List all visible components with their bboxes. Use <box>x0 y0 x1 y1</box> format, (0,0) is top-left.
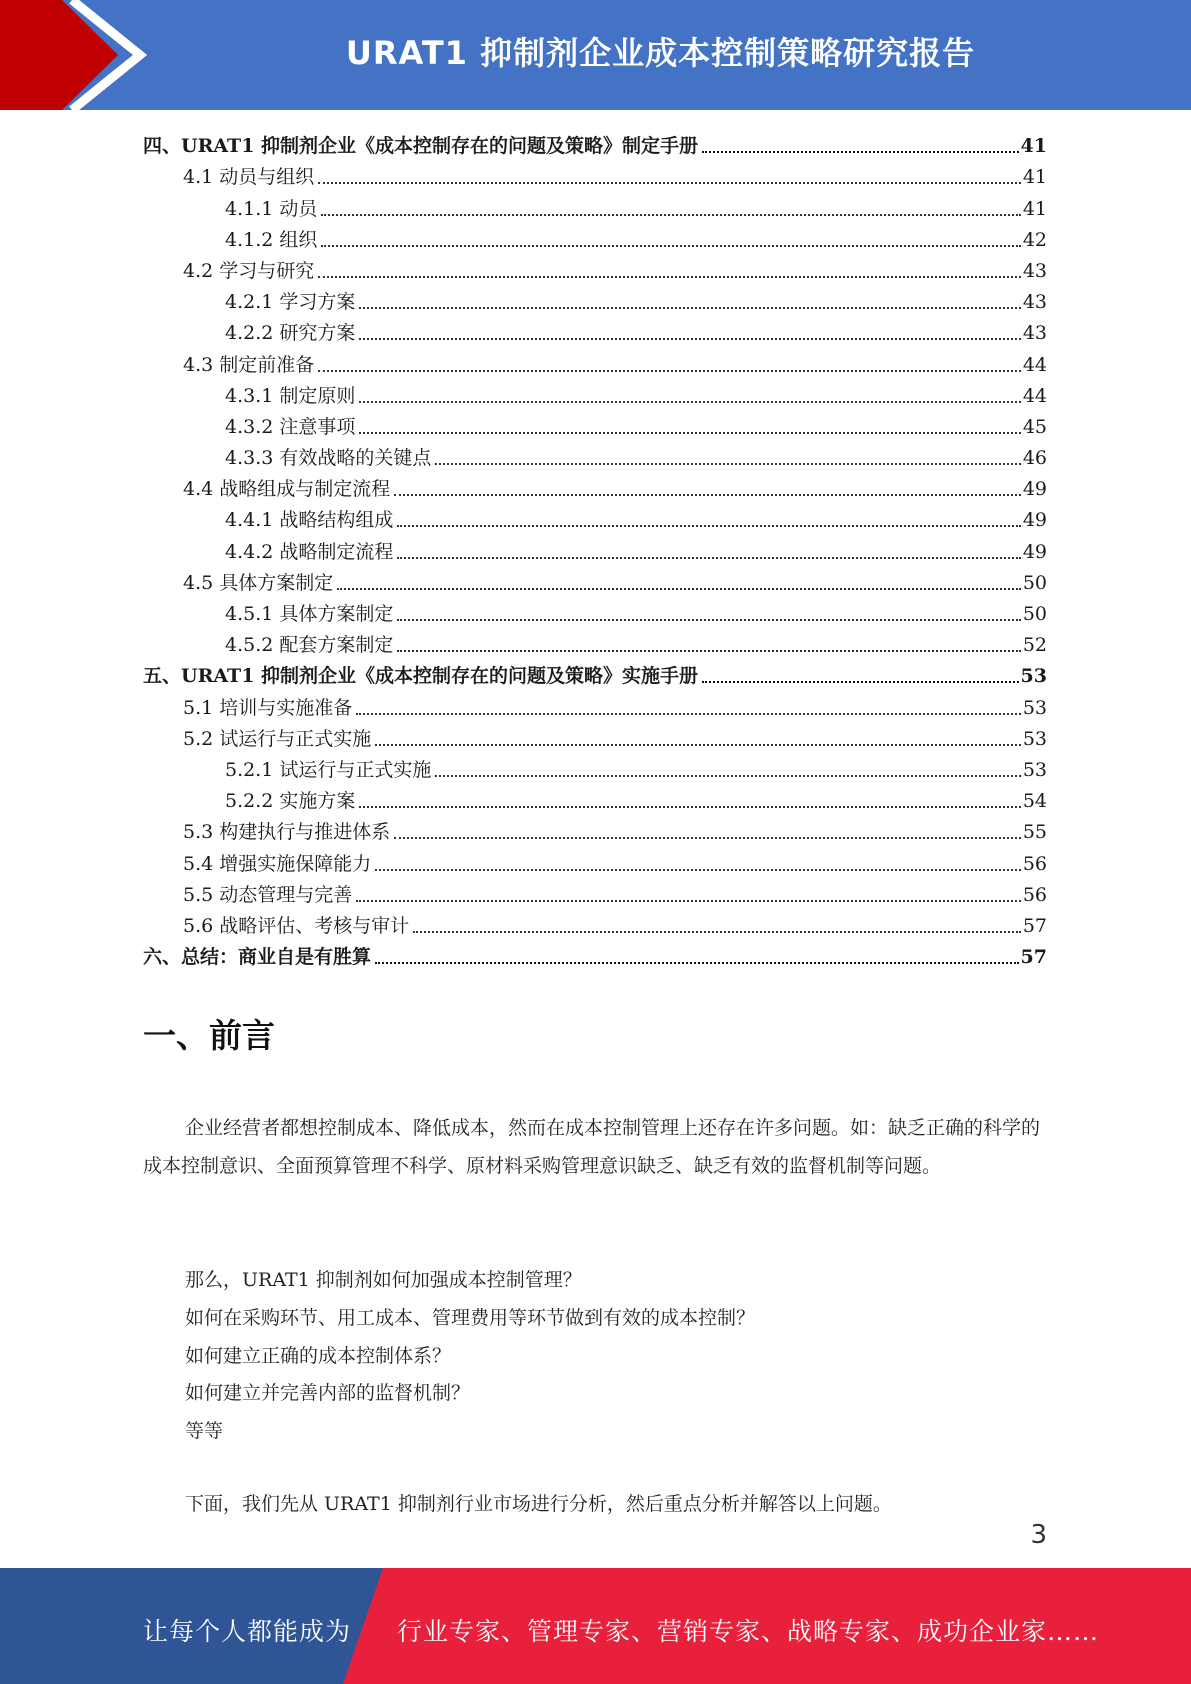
toc-leader-dots <box>435 774 1020 777</box>
toc-entry-label: 5.2.1 试运行与正式实施 <box>225 758 432 781</box>
toc-entry-page: 44 <box>1022 353 1047 376</box>
toc-entry-page: 50 <box>1022 571 1047 594</box>
intro-paragraph: 企业经营者都想控制成本、降低成本，然而在成本控制管理上还存在许多问题。如：缺乏正确的科学的成本控制意识、全面预算管理不科学、原材料采购管理意识缺乏、缺乏有效的监督机制等问题。 <box>143 1117 1041 1177</box>
toc-entry[interactable] <box>143 439 1047 470</box>
toc-leader-dots <box>318 181 1021 184</box>
toc-entry-page: 53 <box>1022 727 1047 750</box>
toc-leader-dots <box>394 493 1021 496</box>
toc-leader-dots <box>375 868 1021 871</box>
toc-entry-label: 四、URAT1 抑制剂企业《成本控制存在的问题及策略》制定手册 <box>143 135 699 158</box>
toc-entry-page: 53 <box>1020 665 1047 688</box>
toc-entry-page: 41 <box>1022 197 1047 220</box>
toc-leader-dots <box>702 150 1019 153</box>
toc-entry-page: 44 <box>1022 384 1047 407</box>
toc-leader-dots <box>337 587 1021 590</box>
footer-slogan-right: 行业专家、管理专家、营销专家、战略专家、成功企业家…… <box>397 1617 1100 1646</box>
toc-entry[interactable] <box>143 844 1047 875</box>
toc-entry-label: 4.1.2 组织 <box>225 228 318 251</box>
toc-entry[interactable] <box>143 283 1047 314</box>
toc-entry[interactable] <box>143 408 1047 439</box>
toc-entry[interactable] <box>143 626 1047 657</box>
toc-entry-label: 5.3 构建执行与推进体系 <box>183 821 391 844</box>
page-header <box>0 0 1191 110</box>
toc-leader-dots <box>359 805 1020 808</box>
toc-entry-label: 5.2.2 实施方案 <box>225 790 356 813</box>
toc-leader-dots <box>318 369 1021 372</box>
toc-entry-label: 4.4.1 战略结构组成 <box>225 509 394 532</box>
toc-entry-label: 4.2.2 研究方案 <box>225 322 356 345</box>
closing-paragraph: 下面，我们先从 URAT1 抑制剂行业市场进行分析，然后重点分析并解答以上问题。 <box>185 1493 892 1515</box>
toc-leader-dots <box>356 899 1021 902</box>
toc-entry-page: 50 <box>1022 603 1047 625</box>
toc-entry-page: 46 <box>1022 447 1047 470</box>
toc-leader-dots <box>397 556 1020 559</box>
toc-leader-dots <box>359 431 1020 434</box>
toc-leader-dots <box>375 743 1021 746</box>
toc-entry[interactable] <box>143 876 1047 907</box>
toc-entry-page: 57 <box>1020 946 1047 969</box>
report-title: URAT1 抑制剂企业成本控制策略研究报告 <box>345 34 976 72</box>
question-item: 那么，URAT1 抑制剂如何加强成本控制管理？ <box>185 1269 582 1291</box>
toc-leader-dots <box>318 275 1021 278</box>
toc-entry-page: 49 <box>1022 509 1047 532</box>
toc-entry-label: 4.3 制定前准备 <box>183 353 315 376</box>
toc-entry-label: 4.2.1 学习方案 <box>225 291 356 314</box>
toc-leader-dots <box>321 244 1020 247</box>
toc-leader-dots <box>702 680 1019 683</box>
toc-leader-dots <box>394 836 1021 839</box>
toc-leader-dots <box>375 961 1019 964</box>
toc-leader-dots <box>359 306 1020 309</box>
toc-entry[interactable] <box>143 751 1047 782</box>
toc-entry[interactable] <box>143 782 1047 813</box>
toc-entry-page: 41 <box>1022 166 1047 189</box>
toc-leader-dots <box>397 618 1020 621</box>
page-number: 3 <box>1030 1520 1047 1550</box>
toc-entry-page: 57 <box>1022 914 1047 937</box>
toc-entry-label: 六、总结：商业自是有胜算 <box>143 946 372 969</box>
toc-entry-page: 53 <box>1022 696 1047 719</box>
toc-entry-label: 5.1 培训与实施准备 <box>183 696 353 719</box>
toc-entry-label: 5.6 战略评估、考核与审计 <box>183 914 410 937</box>
table-of-contents <box>143 127 1047 969</box>
toc-entry[interactable] <box>143 470 1047 501</box>
toc-entry-page: 45 <box>1022 415 1047 438</box>
toc-entry[interactable] <box>143 252 1047 283</box>
toc-entry-label: 5.5 动态管理与完善 <box>183 883 353 906</box>
toc-entry[interactable] <box>143 907 1047 938</box>
toc-entry[interactable] <box>143 127 1047 158</box>
toc-entry-page: 53 <box>1022 758 1047 781</box>
toc-entry-page: 55 <box>1022 821 1047 844</box>
toc-entry-page: 43 <box>1022 322 1047 345</box>
toc-entry[interactable] <box>143 221 1047 252</box>
toc-entry-label: 4.4 战略组成与制定流程 <box>183 478 391 501</box>
toc-entry-label: 5.2 试运行与正式实施 <box>183 727 372 750</box>
toc-leader-dots <box>397 649 1020 652</box>
toc-entry-label: 4.5.1 具体方案制定 <box>225 603 394 625</box>
toc-entry-page: 43 <box>1022 259 1047 282</box>
toc-entry-label: 4.5 具体方案制定 <box>183 571 334 594</box>
toc-entry[interactable] <box>143 688 1047 719</box>
toc-entry-page: 52 <box>1022 634 1047 657</box>
toc-entry[interactable] <box>143 501 1047 532</box>
toc-entry-label: 4.1.1 动员 <box>225 197 318 220</box>
footer-slogan-left: 让每个人都能成为 <box>143 1617 352 1646</box>
toc-entry-page: 49 <box>1022 478 1047 501</box>
toc-entry-page: 56 <box>1022 883 1047 906</box>
toc-entry[interactable] <box>143 938 1047 969</box>
question-item: 等等 <box>185 1420 224 1443</box>
toc-entry-label: 4.2 学习与研究 <box>183 259 315 282</box>
toc-entry-label: 4.3.3 有效战略的关键点 <box>225 447 432 470</box>
toc-entry[interactable] <box>143 813 1047 844</box>
toc-entry[interactable] <box>143 158 1047 189</box>
toc-entry[interactable] <box>143 564 1047 595</box>
toc-entry[interactable] <box>143 595 1047 626</box>
toc-entry-page: 42 <box>1022 228 1047 251</box>
toc-entry-label: 五、URAT1 抑制剂企业《成本控制存在的问题及策略》实施手册 <box>143 665 699 688</box>
toc-leader-dots <box>321 213 1020 216</box>
section-heading: 一、前言 <box>143 1016 275 1055</box>
toc-leader-dots <box>359 400 1020 403</box>
toc-entry[interactable] <box>143 720 1047 751</box>
toc-entry[interactable] <box>143 189 1047 220</box>
toc-entry-label: 4.5.2 配套方案制定 <box>225 634 394 657</box>
toc-entry[interactable] <box>143 345 1047 376</box>
question-item: 如何在采购环节、用工成本、管理费用等环节做到有效的成本控制？ <box>185 1306 756 1329</box>
toc-leader-dots <box>359 337 1020 340</box>
toc-entry[interactable] <box>143 377 1047 408</box>
toc-entry-page: 54 <box>1022 790 1047 813</box>
toc-entry-page: 49 <box>1022 540 1047 563</box>
toc-entry-label: 4.4.2 战略制定流程 <box>225 540 394 563</box>
toc-entry-label: 4.3.1 制定原则 <box>225 384 356 407</box>
toc-entry-label: 5.4 增强实施保障能力 <box>183 852 372 875</box>
toc-entry-page: 56 <box>1022 852 1047 875</box>
toc-entry-label: 4.1 动员与组织 <box>183 166 315 189</box>
toc-leader-dots <box>435 462 1020 465</box>
question-item: 如何建立正确的成本控制体系？ <box>185 1344 452 1367</box>
toc-entry[interactable] <box>143 657 1047 688</box>
toc-entry-label: 4.3.2 注意事项 <box>225 415 356 438</box>
toc-entry-page: 43 <box>1022 291 1047 314</box>
toc-leader-dots <box>397 524 1020 527</box>
toc-entry[interactable] <box>143 314 1047 345</box>
page-footer <box>0 1568 1191 1684</box>
question-list <box>185 1262 755 1451</box>
toc-leader-dots <box>356 712 1021 715</box>
toc-entry[interactable] <box>143 532 1047 563</box>
toc-leader-dots <box>413 930 1021 933</box>
question-item: 如何建立并完善内部的监督机制？ <box>185 1382 471 1405</box>
toc-entry-page: 41 <box>1020 135 1047 158</box>
